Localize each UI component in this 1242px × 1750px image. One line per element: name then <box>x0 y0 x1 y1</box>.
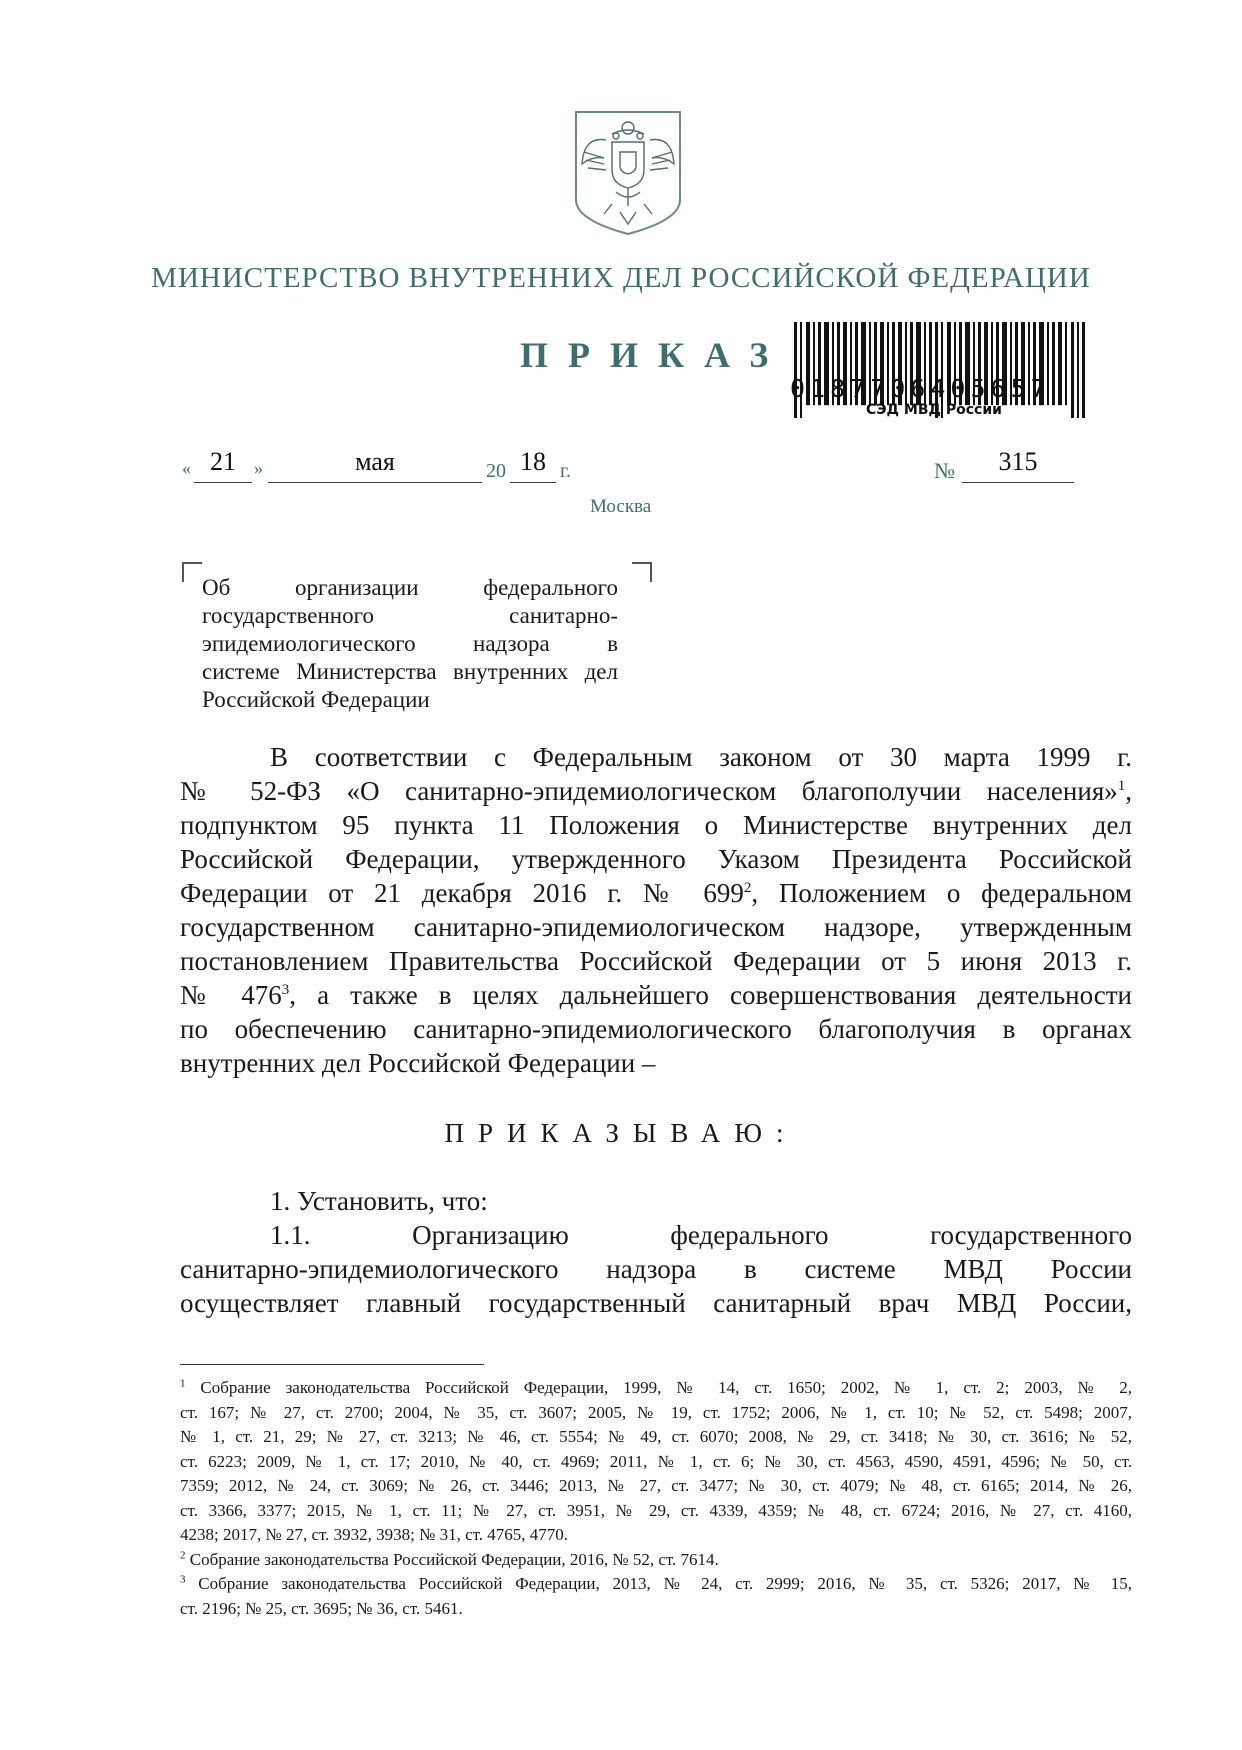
footnote-ref[interactable]: 3 <box>281 982 290 998</box>
subject-line: эпидемиологического надзора в <box>202 631 618 656</box>
title-corner-right <box>632 562 652 582</box>
coat-of-arms-icon <box>572 108 684 236</box>
preamble-line: Федерации от 21 декабря 2016 г. № $699^2$, Положением о федеральном <box>180 878 1132 908</box>
preamble-line: В соответствии с Федеральным законом от 30 марта 1999 г. <box>270 742 1132 772</box>
date-open-quote: « <box>182 458 191 478</box>
item-line: 1.1. Организацию федерального государственного <box>270 1220 1132 1250</box>
preamble-line: внутренних дел Российской Федерации – <box>180 1048 656 1078</box>
footnote-line: № 1, ст. 21, 29; № 27, ст. 3213; № 46, ст. 5554; № 49, ст. 6070; 2008, № 29, ст. 3418; № 30, ст. 3616; № 52, <box>180 1427 1132 1446</box>
barcode-caption: СЭД МВД России <box>866 402 1002 418</box>
preamble-line: постановлением Правительства Российской Федерации от 5 июня 2013 г. <box>180 946 1132 976</box>
footnotes <box>180 1376 1132 1621</box>
preamble-line: № $476^3$, а также в целях дальнейшего совершенствования деятельности <box>180 980 1133 1010</box>
footnote-ref[interactable]: 1 <box>1117 778 1126 794</box>
city: Москва <box>590 496 652 517</box>
footnote-line: ст. 167; № 27, ст. 2700; 2004, № 35, ст. 3607; 2005, № 19, ст. 1752; 2006, № 1, ст. 10; № 52, ст. 5498; 2007, <box>180 1402 1132 1422</box>
footnote-line: $^3$ Собрание законодательства Российской Федерации, 2013, № 24, ст. 2999; 2016, № 35, ст. 5326; 2017, № 15, <box>180 1573 1133 1593</box>
order-number: 315 <box>962 444 1074 483</box>
date-year-prefix: 20 <box>486 460 506 482</box>
footnote-line: ст. 2196; № 25, ст. 3695; № 36, ст. 5461. <box>180 1598 463 1618</box>
subject-line: системе Министерства внутренних дел <box>202 659 618 684</box>
item-line: санитарно-эпидемиологического надзора в системе МВД России <box>180 1254 1132 1284</box>
preamble-line: по обеспечению санитарно-эпидемиологического благополучия в органах <box>180 1014 1132 1044</box>
date-day: 21 <box>194 444 252 483</box>
subject-line: Российской Федерации <box>202 687 430 712</box>
document-type: ПРИКАЗ <box>520 335 789 375</box>
subject-line: Об организации федерального <box>202 575 618 600</box>
order-items <box>180 1184 1132 1320</box>
date-year-unit: г. <box>560 460 571 482</box>
item-line: осуществляет главный государственный санитарный врач МВД России, <box>180 1288 1132 1318</box>
footnote-line: ст. 3366, 3377; 2015, № 1, ст. 11; № 27, ст. 3951, № 29, ст. 4339, 4359; № 48, ст. 6724; 2016, № 27, ст. 4160, <box>180 1500 1132 1520</box>
preamble-line: № 52-ФЗ «О санитарно-эпидемиологическом благополучии населения»$^1$, <box>180 776 1132 806</box>
footnote-divider <box>180 1364 484 1365</box>
date-close-quote: » <box>254 458 263 478</box>
footnote-line: $^2$ Собрание законодательства Российской Федерации, 2016, № 52, ст. 7614. <box>180 1548 719 1569</box>
preamble-line: Российской Федерации, утвержденного Указом Президента Российской <box>180 844 1132 874</box>
footnote-line: 7359; 2012, № 24, ст. 3069; № 26, ст. 3446; 2013, № 27, ст. 3477; № 30, ст. 4079; № 48, ст. 6165; 2014, № 26, <box>180 1476 1132 1495</box>
date-year: 18 <box>510 444 556 483</box>
footnote-line: $^1$ Собрание законодательства Российской Федерации, 1999, № 14, ст. 1650; 2002, № 1, ст. 2; 2003, № 2, <box>180 1377 1133 1397</box>
preamble <box>180 740 1132 1080</box>
number-label: № <box>934 458 955 483</box>
footnote-ref[interactable]: 2 <box>743 880 752 896</box>
footnote-line: ст. 6223; 2009, № 1, ст. 17; 2010, № 40, ст. 4969; 2011, № 1, ст. 6; № 30, ст. 4563, 4590, 4591, 4596; № 50, ст. <box>180 1451 1132 1471</box>
preamble-line: государственном санитарно-эпидемиологическом надзоре, утвержденным <box>180 912 1132 942</box>
barcode-number: 0187706405657 <box>790 374 1051 403</box>
footnote-line: 4238; 2017, № 27, ст. 3932, 3938; № 31, ст. 4765, 4770. <box>180 1525 569 1544</box>
decree-word: ПРИКАЗЫВАЮ: <box>444 1118 798 1148</box>
ministry-name: МИНИСТЕРСТВО ВНУТРЕННИХ ДЕЛ РОССИЙСКОЙ ФЕДЕРАЦИИ <box>151 262 1091 294</box>
preamble-line: подпунктом 95 пункта 11 Положения о Министерстве внутренних дел <box>180 810 1132 840</box>
subject-line: государственного санитарно- <box>202 603 618 628</box>
item-line: 1. Установить, что: <box>270 1186 488 1216</box>
date-month: мая <box>268 444 482 483</box>
title-corner-left <box>182 562 202 582</box>
order-subject <box>202 574 618 714</box>
